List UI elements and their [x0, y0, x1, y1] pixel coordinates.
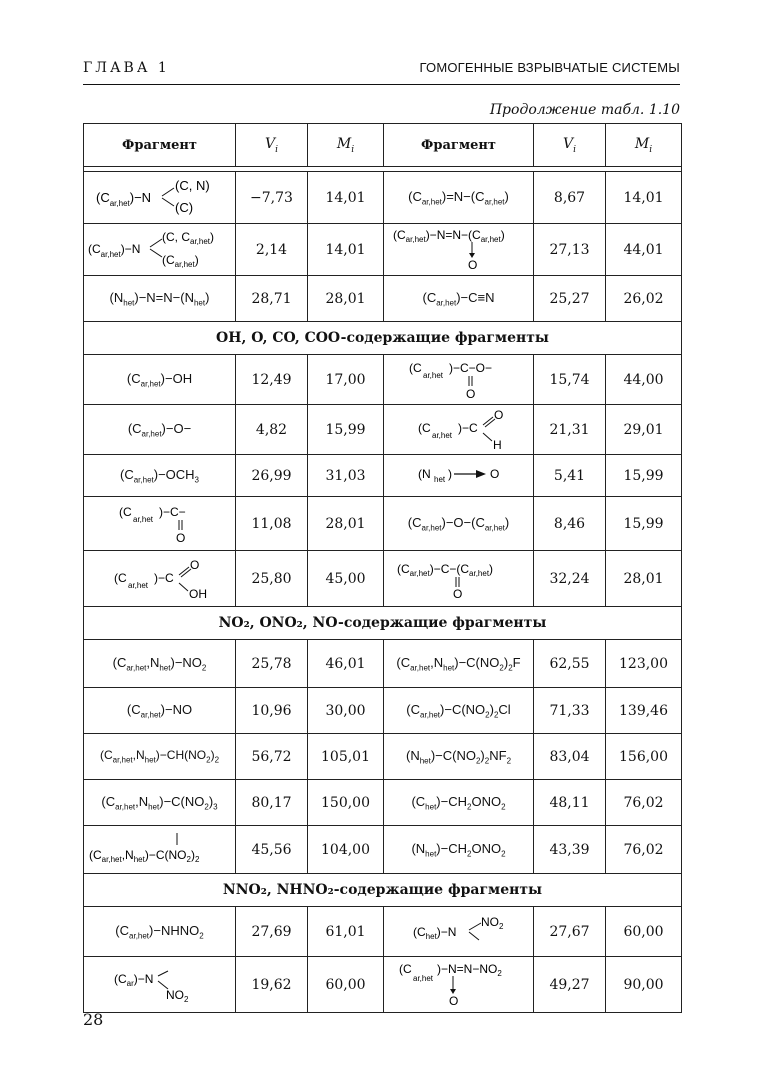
- section-title: NO₂, ONO₂, NO-содержащие фрагменты: [84, 607, 682, 640]
- svg-text:)−C: )−C: [457, 421, 478, 435]
- col-m-1: $M_i$: [308, 124, 384, 167]
- svg-text:O: O: [189, 558, 199, 572]
- v-value: 27,69: [236, 907, 308, 957]
- svg-text:O: O: [465, 387, 475, 400]
- m-value: 123,00: [606, 640, 682, 688]
- table-row: [84, 355, 682, 405]
- col-fragment-1: Фрагмент: [84, 124, 236, 167]
- v-value: 25,27: [534, 276, 606, 322]
- table-row: [84, 172, 682, 224]
- svg-text:(Car,het)−N=N−(Car,het): $(C_{ar,het})-N=N-(C_{ar,het})$: [392, 228, 505, 244]
- v-value: 62,55: [534, 640, 606, 688]
- m-value: 105,01: [308, 734, 384, 780]
- formula: $(C_{ar,het},N_{het})-C(NO_2)_3$: [84, 780, 236, 826]
- formula: [384, 957, 534, 1013]
- table-row: [84, 826, 682, 874]
- v-value: 45,56: [236, 826, 308, 874]
- svg-text:O: O: [175, 531, 185, 544]
- v-value: 8,67: [534, 172, 606, 224]
- svg-text:(Chet)−N: $(C_{het})-N$: [412, 925, 456, 941]
- formula: $(C_{ar,het})-C(NO_2)_2Cl$: [384, 688, 534, 734]
- v-value: 10,96: [236, 688, 308, 734]
- m-value: 90,00: [606, 957, 682, 1013]
- formula: [84, 826, 236, 874]
- fragments-table: [83, 123, 682, 1013]
- svg-text:ar,het: ar,het: [422, 371, 443, 380]
- m-value: 14,01: [308, 172, 384, 224]
- m-value: 60,00: [606, 907, 682, 957]
- table-row: [84, 276, 682, 322]
- header-rule: [83, 84, 680, 85]
- v-value: 28,71: [236, 276, 308, 322]
- v-value: 83,04: [534, 734, 606, 780]
- formula: [84, 497, 236, 551]
- svg-text:(C: (C: [408, 361, 422, 375]
- formula: $(C_{ar,het},N_{het})-NO_2$: [84, 640, 236, 688]
- svg-text:(Car)−N: $(C_{ar})-N$: [113, 972, 153, 988]
- v-value: 15,74: [534, 355, 606, 405]
- table-caption: Продолжение табл. 1.10: [489, 102, 680, 118]
- v-value: 4,82: [236, 405, 308, 455]
- col-fragment-2: Фрагмент: [384, 124, 534, 167]
- m-value: 44,00: [606, 355, 682, 405]
- table-row: [84, 497, 682, 551]
- formula: [384, 405, 534, 455]
- v-value: 71,33: [534, 688, 606, 734]
- svg-text:het: het: [433, 475, 445, 484]
- svg-text:ar,het: ar,het: [412, 974, 433, 983]
- table-row: [84, 551, 682, 607]
- v-value: 80,17: [236, 780, 308, 826]
- formula: $(C_{ar,het},N_{het})-C(NO_2)_2F$: [384, 640, 534, 688]
- svg-text:O: O: [467, 258, 477, 271]
- table-row: [84, 688, 682, 734]
- formula: [384, 224, 534, 276]
- m-value: 15,99: [606, 497, 682, 551]
- v-value: 43,39: [534, 826, 606, 874]
- page-number: 28: [83, 1010, 104, 1029]
- formula: $(C_{ar,het})-OH$: [84, 355, 236, 405]
- formula: [84, 224, 236, 276]
- svg-text:(C: (C: [118, 505, 132, 519]
- formula: $(C_{ar,het})=N-(C_{ar,het})$: [384, 172, 534, 224]
- v-value: 2,14: [236, 224, 308, 276]
- v-value: 19,62: [236, 957, 308, 1013]
- v-value: 21,31: [534, 405, 606, 455]
- section-title: NNO₂, NHNO₂-содержащие фрагменты: [84, 874, 682, 907]
- svg-text:O: O: [452, 587, 462, 599]
- section-title: OH, O, CO, COO-содержащие фрагменты: [84, 322, 682, 355]
- svg-text:(Car,het)−N: $(C_{ar,het})-N$: [95, 190, 151, 208]
- v-value: 26,99: [236, 455, 308, 497]
- formula: [384, 355, 534, 405]
- formula: [384, 455, 534, 497]
- table-row: [84, 640, 682, 688]
- formula: $(C_{ar,het})-NHNO_2$: [84, 907, 236, 957]
- table-row: [84, 455, 682, 497]
- svg-text:O: O: [493, 408, 503, 422]
- v-value: 25,80: [236, 551, 308, 607]
- v-value: −7,73: [236, 172, 308, 224]
- svg-text:(Car,het): $(C_{ar,het})$: [161, 253, 199, 269]
- m-value: 104,00: [308, 826, 384, 874]
- table-row: [84, 405, 682, 455]
- svg-text:(Car,het,Nhet)−C(NO2)2: $(C_{ar,het},N_{het})-C(NO_2)_2$: [88, 848, 199, 864]
- svg-text:(C): (C): [174, 200, 193, 215]
- m-value: 28,01: [308, 497, 384, 551]
- formula: $(C_{het})-CH_2ONO_2$: [384, 780, 534, 826]
- formula: $(C_{ar,het})-NO$: [84, 688, 236, 734]
- v-value: 25,78: [236, 640, 308, 688]
- col-m-2: $M_i$: [606, 124, 682, 167]
- m-value: 60,00: [308, 957, 384, 1013]
- svg-text:O: O: [489, 467, 499, 481]
- v-value: 8,46: [534, 497, 606, 551]
- svg-text:ar,het: ar,het: [127, 581, 148, 590]
- svg-text:(C: (C: [398, 962, 412, 976]
- section-row: [84, 874, 682, 907]
- table-row: [84, 224, 682, 276]
- svg-text:(Car,het)−C−(Car,het): $(C_{ar,het})-C-(C_{ar,het})$: [396, 562, 493, 578]
- formula: $(N_{het})-CH_2ONO_2$: [384, 826, 534, 874]
- running-title: ГОМОГЕННЫЕ ВЗРЫВЧАТЫЕ СИСТЕМЫ: [419, 60, 680, 75]
- formula: [84, 957, 236, 1013]
- svg-text:H: H: [492, 438, 502, 451]
- m-value: 61,01: [308, 907, 384, 957]
- svg-text:)−C: )−C: [153, 571, 174, 585]
- m-value: 46,01: [308, 640, 384, 688]
- svg-text:NO2: $NO_2$: [165, 988, 188, 1004]
- m-value: 45,00: [308, 551, 384, 607]
- svg-text:(Car,het)−N: $(C_{ar,het})-N$: [87, 242, 140, 259]
- svg-text:)−N=N−NO2: )$-N=N-NO_2$: [436, 962, 502, 978]
- col-v-2: $V_i$: [534, 124, 606, 167]
- m-value: 139,46: [606, 688, 682, 734]
- section-row: [84, 607, 682, 640]
- formula: $(C_{ar,het},N_{het})-CH(NO_2)_2$: [84, 734, 236, 780]
- table-row: [84, 907, 682, 957]
- svg-text:(C, Car,het): (C, $C_{ar,het}$): [161, 230, 214, 246]
- v-value: 5,41: [534, 455, 606, 497]
- svg-text:ar,het: ar,het: [132, 515, 153, 524]
- m-value: 44,01: [606, 224, 682, 276]
- v-value: 32,24: [534, 551, 606, 607]
- m-value: 28,01: [606, 551, 682, 607]
- m-value: 14,01: [308, 224, 384, 276]
- svg-text:OH: OH: [188, 587, 207, 600]
- svg-text:ar,het: ar,het: [431, 431, 452, 440]
- svg-text:): ): [447, 467, 452, 481]
- section-row: [84, 322, 682, 355]
- v-value: 12,49: [236, 355, 308, 405]
- v-value: 49,27: [534, 957, 606, 1013]
- formula: $(N_{het})-N=N-(N_{het})$: [84, 276, 236, 322]
- m-value: 28,01: [308, 276, 384, 322]
- table-row: [84, 734, 682, 780]
- svg-text:)−C−: )−C−: [158, 505, 186, 519]
- v-value: 27,13: [534, 224, 606, 276]
- formula: $(C_{ar,het})-C\equiv N$: [384, 276, 534, 322]
- m-value: 17,00: [308, 355, 384, 405]
- m-value: 30,00: [308, 688, 384, 734]
- svg-text:NO2: $NO_2$: [480, 915, 503, 931]
- col-v-1: $V_i$: [236, 124, 308, 167]
- v-value: 56,72: [236, 734, 308, 780]
- m-value: 156,00: [606, 734, 682, 780]
- m-value: 26,02: [606, 276, 682, 322]
- svg-text:(C, N): (C, N): [174, 178, 210, 193]
- table-row: [84, 957, 682, 1013]
- svg-text:O: O: [448, 994, 458, 1007]
- svg-text:(N: (N: [417, 467, 431, 481]
- m-value: 15,99: [606, 455, 682, 497]
- m-value: 31,03: [308, 455, 384, 497]
- m-value: 14,01: [606, 172, 682, 224]
- chapter-label: ГЛАВА 1: [83, 60, 170, 76]
- table-row: [84, 780, 682, 826]
- m-value: 76,02: [606, 780, 682, 826]
- svg-text:(C: (C: [113, 571, 127, 585]
- formula: [384, 907, 534, 957]
- formula: [384, 551, 534, 607]
- formula: $(N_{het})-C(NO_2)_2NF_2$: [384, 734, 534, 780]
- svg-text:(C: (C: [417, 421, 431, 435]
- v-value: 48,11: [534, 780, 606, 826]
- v-value: 27,67: [534, 907, 606, 957]
- formula: $(C_{ar,het})-OCH_3$: [84, 455, 236, 497]
- table-header-row: [84, 124, 682, 167]
- v-value: 11,08: [236, 497, 308, 551]
- m-value: 29,01: [606, 405, 682, 455]
- formula: [84, 172, 236, 224]
- m-value: 150,00: [308, 780, 384, 826]
- formula: [84, 551, 236, 607]
- formula: $(C_{ar,het})-O-(C_{ar,het})$: [384, 497, 534, 551]
- m-value: 76,02: [606, 826, 682, 874]
- m-value: 15,99: [308, 405, 384, 455]
- svg-text:)−C−O−: )−C−O−: [448, 361, 492, 375]
- formula: $(C_{ar,het})-O-$: [84, 405, 236, 455]
